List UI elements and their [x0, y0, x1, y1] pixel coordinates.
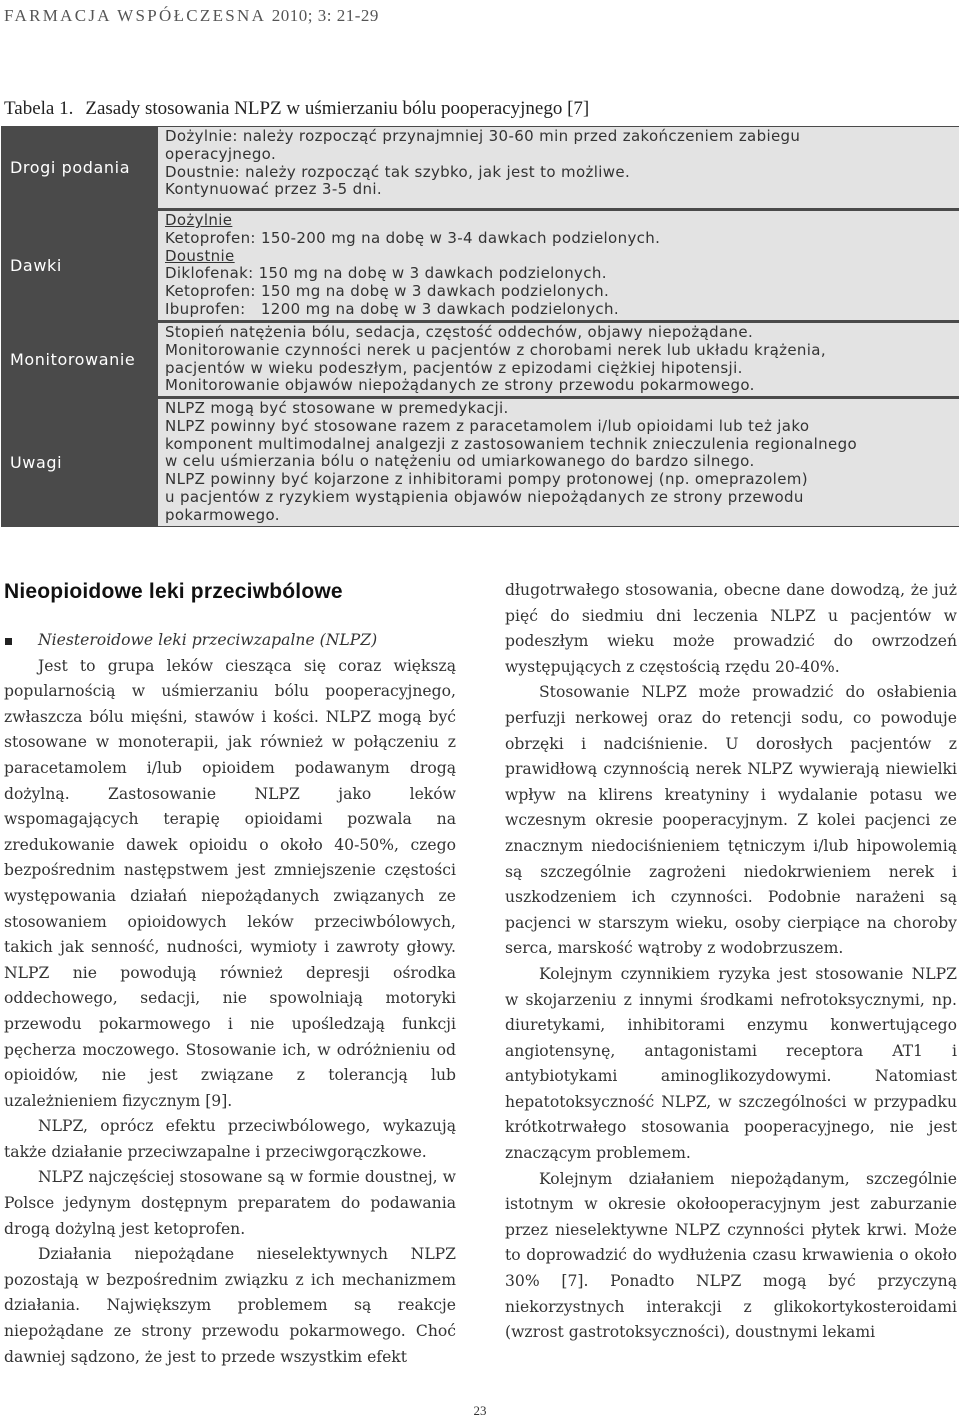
paragraph: Kolejnym czynnikiem ryzyka jest stosowanie NLPZ w skojarzeniu z innymi środkami nefrotoksycznymi, np. diuretykami, inhibitorami enzymu konwertującego angiotensynę, antagonistami receptora AT1 i antybiotykami aminoglikozydowymi. Natomiast hepatotoksyczność NLPZ, w szczególności w przypadku krótkotrwałego stosowania pooperacyjnego, nie jest znaczącym problemem. [505, 964, 957, 1163]
paragraph: długotrwałego stosowania, obecne dane dowodzą, że już pięć do siedmiu dni leczenia NLPZ u pacjentów w podeszłym wieku może prowadzić do owrzodzeń występujących z częstością rzędu 20-40%. [505, 581, 957, 676]
section-heading: Nieopioidowe leki przeciwbólowe [4, 580, 343, 603]
journal-name: FARMACJA WSPÓŁCZESNA [4, 6, 266, 25]
row-content-routes [158, 127, 959, 208]
table-line: Monitorowanie czynności nerek u pacjentów z chorobami nerek lub układu krążenia, [165, 340, 826, 359]
left-column [4, 628, 456, 1370]
row-content-doses [158, 211, 959, 320]
table-line: Ketoprofen: 150-200 mg na dobę w 3-4 dawkach podzielonych. [165, 228, 661, 247]
paragraph: Jest to grupa leków ciesząca się coraz większą popularnością w uśmierzaniu bólu pooperacyjnego, zwłaszcza bólu mięśni, stawów i kości. NLPZ mogą być stosowane w monoterapii, jak również w połączeniu z paracetamolem i/lub opioidem podawanym drogą dożylną. Zastosowanie NLPZ jako leków wspomagających terapię opioidami pozwala na zredukowanie dawek opioidu o około 40-50%, czego bezpośrednim następstwem jest zmniejszenie częstości występowania działań niepożądanych związanych ze stosowaniem opioidowych leków przeciwbólowych, takich jak senność, nudności, wymioty i zawroty głowy. NLPZ nie powodują również depresji ośrodka oddechowego, sedacji, nie spowolniają motoryki przewodu pokarmowego i nie upośledzają funkcji pęcherza moczowego. Stosowanie ich, w odróżnieniu od opioidów, nie jest związane z tolerancją lub uzależnieniem fizycznym [9]. [4, 656, 456, 1110]
guidelines-table [1, 126, 959, 527]
table-line: komponent multimodalnej analgezji z zastosowaniem technik znieczulenia regionalnego [165, 434, 858, 453]
row-label-doses: Dawki [10, 256, 62, 275]
table-row-monitoring [1, 322, 959, 397]
row-label-monitoring: Monitorowanie [10, 350, 136, 369]
paragraph: Kolejnym działaniem niepożądanym, szczególnie istotnym w okresie okołooperacyjnym jest zaburzanie przez nieselektywne NLPZ czynności płytek krwi. Może to doprowadzić do wydłużenia czasu krwawienia o około 30% [7]. Ponadto NLPZ mogą być przyczyną niekorzystnych interakcji z glikokortykosteroidami (wzrost gastrotoksyczności), doustnymi lekami [505, 1169, 957, 1342]
table-line: Stopień natężenia bólu, sedacja, częstość oddechów, objawy niepożądane. [165, 323, 754, 341]
table-row-doses [1, 210, 959, 321]
table-line: operacyjnego. [165, 144, 277, 163]
table-line: Diklofenak: 150 mg na dobę w 3 dawkach podzielonych. [165, 264, 607, 283]
row-label-routes: Drogi podania [10, 158, 131, 177]
table-line: NLPZ powinny być kojarzone z inhibitorami pompy protonowej (np. omeprazolem) [165, 470, 808, 489]
square-bullet-icon [5, 638, 12, 645]
right-column [505, 578, 957, 1346]
table-line: Monitorowanie objawów niepożądanych ze strony przewodu pokarmowego. [165, 376, 755, 395]
table-row-notes [1, 398, 959, 527]
subheading-iv: Dożylnie [165, 211, 233, 229]
page-number: 23 [473, 1403, 487, 1418]
bullet-text: Niesteroidowe leki przeciwzapalne (NLPZ) [38, 631, 378, 649]
table-line: Dożylnie: należy rozpocząć przynajmniej 30-60 min przed zakończeniem zabiegu [165, 127, 801, 145]
subheading-oral: Doustnie [165, 246, 235, 265]
table-line: u pacjentów z ryzykiem wystąpienia objawów niepożądanych ze strony przewodu [165, 487, 804, 506]
table-line: NLPZ powinny być stosowane razem z paracetamolem i/lub opioidami lub też jako [165, 416, 810, 435]
paragraph: NLPZ, oprócz efektu przeciwbólowego, wykazują także działanie przeciwzapalne i przeciwgorączkowe. [4, 1117, 456, 1161]
table-line: pacjentów w wieku podeszłym, pacjentów z epizodami ciężkiej hipotensji. [165, 358, 743, 377]
table-caption-label: Tabela 1. [4, 98, 74, 119]
bullet-item [4, 628, 456, 654]
paragraph: Działania niepożądane nieselektywnych NLPZ pozostają w bezpośrednim związku z ich mechanizmem działania. Największym problemem są reakcje niepożądane ze strony przewodu pokarmowego. Choć dawniej sądzono, że jest to przede wszystkim efekt [4, 1245, 456, 1366]
table-row-routes [1, 126, 959, 209]
running-head [4, 6, 379, 26]
table-line: Doustnie: należy rozpocząć tak szybko, jak jest to możliwe. [165, 162, 631, 181]
row-label-notes: Uwagi [10, 453, 63, 472]
table-line: w celu uśmierzania bólu o natężeniu od umiarkowanego do bardzo silnego. [165, 452, 755, 471]
row-content-notes [158, 399, 959, 526]
paragraph: Stosowanie NLPZ może prowadzić do osłabienia perfuzji nerkowej oraz do retencji sodu, co powoduje obrzęki i nadciśnienie. U dorosłych pacjentów z prawidłową czynnością nerek NLPZ wywierają niewielki wpływ na klirens kreatyniny i wydalanie potasu we wczesnym okresie pooperacyjnym. Z kolei pacjenci ze znacznym niedociśnieniem tętniczym i/lub hipowolemią są szczególnie zagrożeni niedokrwieniem nerek i uszkodzeniem ich czynności. Podobnie narażeni są pacjenci w starszym wieku, osoby cierpiące na choroby serca, marskość wątroby z wodobrzuszem. [505, 683, 957, 958]
row-content-monitoring [158, 323, 959, 396]
table-caption [4, 98, 589, 120]
table-line: Ibuprofen: 1200 mg na dobę w 3 dawkach podzielonych. [165, 299, 619, 318]
table-caption-title: Zasady stosowania NLPZ w uśmierzaniu bólu pooperacyjnego [7] [85, 98, 590, 119]
table-line: Kontynuować przez 3-5 dni. [165, 180, 382, 199]
table-line: NLPZ mogą być stosowane w premedykacji. [165, 399, 509, 417]
journal-issue: 2010; 3: 21-29 [271, 6, 379, 25]
paragraph: NLPZ najczęściej stosowane są w formie doustnej, w Polsce jedynym dostępnym preparatem do podawania drogą dożylną jest ketoprofen. [4, 1168, 456, 1238]
table-line: Ketoprofen: 150 mg na dobę w 3 dawkach podzielonych. [165, 282, 610, 301]
table-line: pokarmowego. [165, 505, 280, 524]
